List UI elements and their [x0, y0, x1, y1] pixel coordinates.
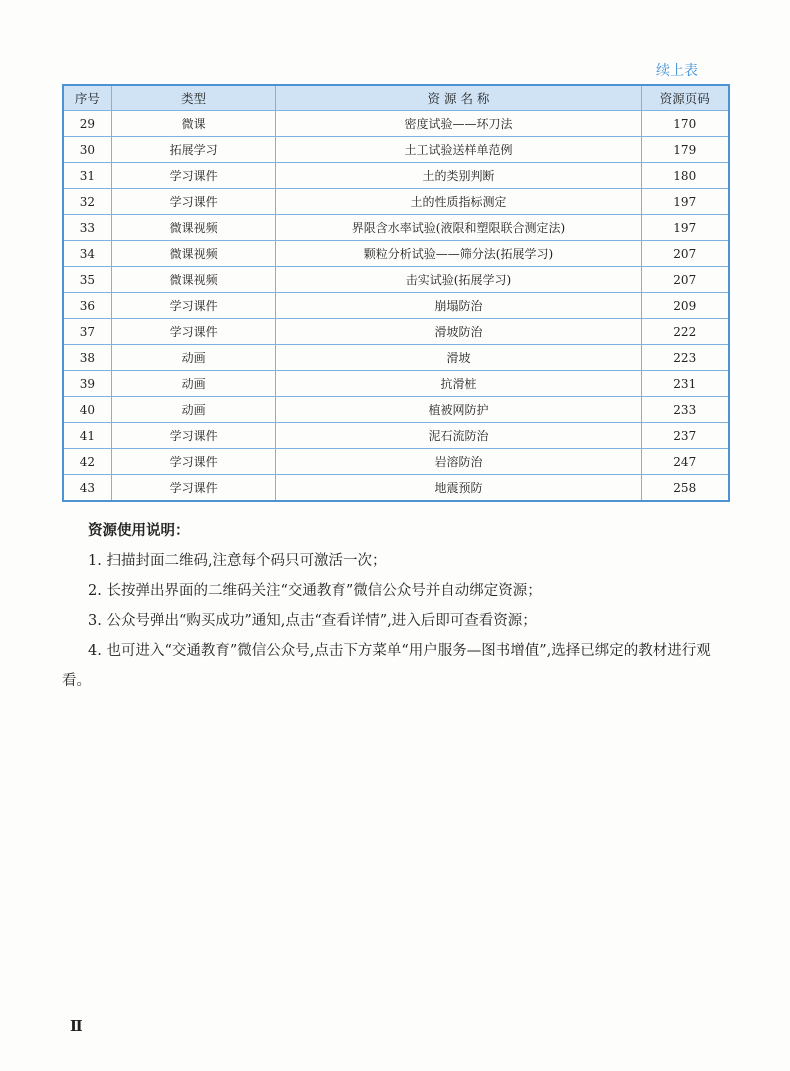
table-cell: 抗滑桩 [276, 371, 641, 397]
note-item: 2. 长按弹出界面的二维码关注“交通教育”微信公众号并自动绑定资源； [88, 583, 542, 599]
table-cell: 土的类别判断 [276, 163, 641, 189]
table-cell: 32 [63, 189, 111, 215]
table-cell: 泥石流防治 [276, 423, 641, 449]
table-cell: 微课 [111, 111, 276, 137]
table-cell: 学习课件 [111, 449, 276, 475]
table-cell: 231 [641, 371, 729, 397]
table-cell: 223 [641, 345, 729, 371]
table-cell: 170 [641, 111, 729, 137]
table-cell: 土工试验送样单范例 [276, 137, 641, 163]
header-cell: 资 源 名 称 [276, 85, 641, 111]
table-cell: 197 [641, 189, 729, 215]
table-cell: 动画 [111, 371, 276, 397]
table-row [63, 293, 729, 319]
table-row [63, 397, 729, 423]
table-row [63, 423, 729, 449]
table-cell: 学习课件 [111, 163, 276, 189]
table-row [63, 111, 729, 137]
table-cell: 学习课件 [111, 475, 276, 502]
table-cell: 学习课件 [111, 423, 276, 449]
table-cell: 击实试验(拓展学习) [276, 267, 641, 293]
table-cell: 学习课件 [111, 293, 276, 319]
page-number: Ⅱ [70, 1017, 83, 1035]
table-cell: 209 [641, 293, 729, 319]
table-cell: 拓展学习 [111, 137, 276, 163]
table-cell: 247 [641, 449, 729, 475]
table-cell: 31 [63, 163, 111, 189]
note-item: 4. 也可进入“交通教育”微信公众号,点击下方菜单“用户服务—图书增值”,选择已绑定的教材进行观看。 [62, 643, 711, 689]
table-cell: 密度试验——环刀法 [276, 111, 641, 137]
usage-notes [62, 516, 732, 696]
table-cell: 33 [63, 215, 111, 241]
table-cell: 42 [63, 449, 111, 475]
table-cell: 197 [641, 215, 729, 241]
table-row [63, 241, 729, 267]
table-cell: 38 [63, 345, 111, 371]
table-cell: 颗粒分析试验——筛分法(拓展学习) [276, 241, 641, 267]
note-item: 3. 公众号弹出“购买成功”通知,点击“查看详情”,进入后即可查看资源； [88, 613, 537, 629]
table-cell: 地震预防 [276, 475, 641, 502]
table-cell: 微课视频 [111, 215, 276, 241]
table-cell: 34 [63, 241, 111, 267]
table-cell: 222 [641, 319, 729, 345]
table-cell: 43 [63, 475, 111, 502]
table-row [63, 345, 729, 371]
header-cell: 序号 [63, 85, 111, 111]
table-cell: 237 [641, 423, 729, 449]
note-item: 1. 扫描封面二维码,注意每个码只可激活一次； [88, 553, 387, 569]
table-cell: 207 [641, 267, 729, 293]
header-cell: 资源页码 [641, 85, 729, 111]
table-cell: 土的性质指标测定 [276, 189, 641, 215]
table-row [63, 319, 729, 345]
table-cell: 36 [63, 293, 111, 319]
table-row [63, 163, 729, 189]
table-row [63, 475, 729, 502]
table-header [63, 85, 729, 111]
table-cell: 35 [63, 267, 111, 293]
table-cell: 39 [63, 371, 111, 397]
table-cell: 40 [63, 397, 111, 423]
table-row [63, 449, 729, 475]
table-cell: 动画 [111, 345, 276, 371]
table-row [63, 215, 729, 241]
table-cell: 30 [63, 137, 111, 163]
table-cell: 29 [63, 111, 111, 137]
table-cell: 233 [641, 397, 729, 423]
table-row [63, 189, 729, 215]
table-row [63, 267, 729, 293]
table-cell: 动画 [111, 397, 276, 423]
table-cell: 微课视频 [111, 241, 276, 267]
table-cell: 学习课件 [111, 319, 276, 345]
table-cell: 179 [641, 137, 729, 163]
table-cell: 植被网防护 [276, 397, 641, 423]
table-cell: 41 [63, 423, 111, 449]
table-cell: 滑坡 [276, 345, 641, 371]
table-cell: 岩溶防治 [276, 449, 641, 475]
table-row [63, 371, 729, 397]
table-cell: 滑坡防治 [276, 319, 641, 345]
continued-label: 续上表 [656, 63, 698, 79]
table-cell: 崩塌防治 [276, 293, 641, 319]
table-cell: 学习课件 [111, 189, 276, 215]
table-cell: 207 [641, 241, 729, 267]
table-cell: 258 [641, 475, 729, 502]
table-row [63, 137, 729, 163]
table-cell: 微课视频 [111, 267, 276, 293]
notes-title: 资源使用说明： [88, 523, 190, 539]
table-cell: 180 [641, 163, 729, 189]
table-cell: 界限含水率试验(液限和塑限联合测定法) [276, 215, 641, 241]
resource-table [62, 84, 730, 502]
header-cell: 类型 [111, 85, 276, 111]
table-cell: 37 [63, 319, 111, 345]
